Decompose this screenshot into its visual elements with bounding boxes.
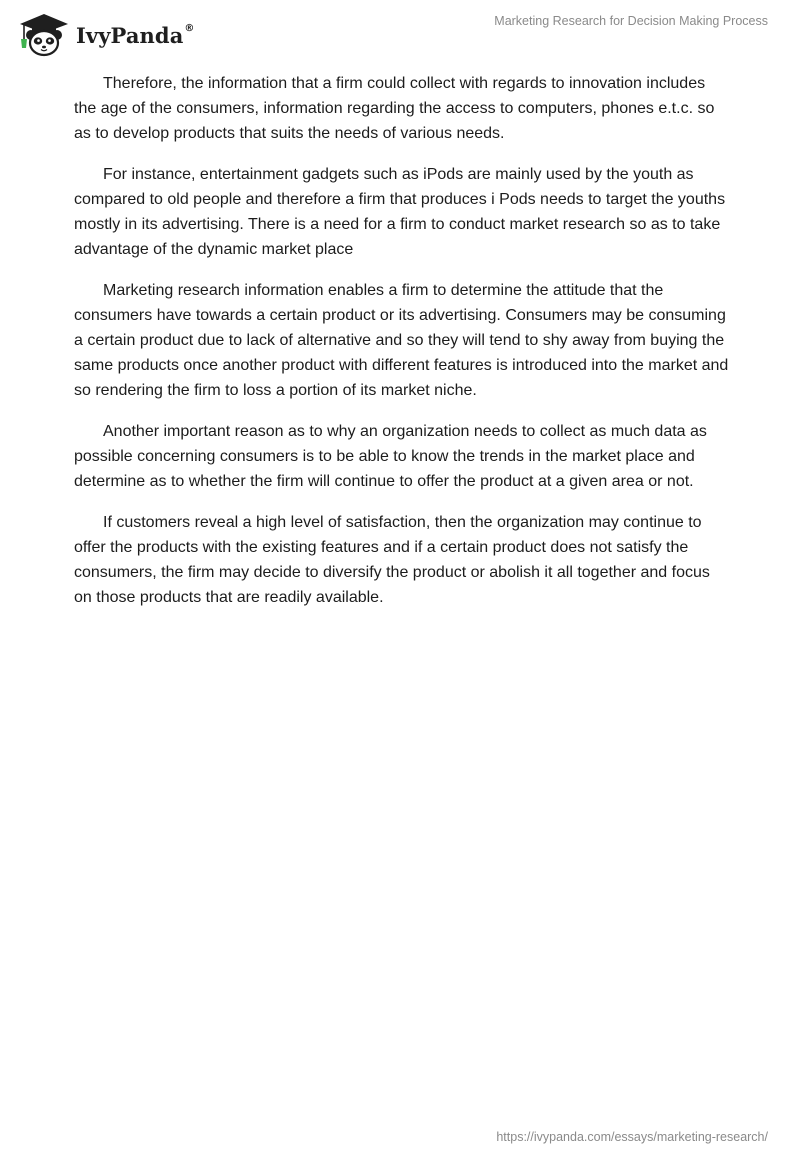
registered-mark: ® [184,22,195,34]
document-title: Marketing Research for Decision Making Process [494,14,768,28]
essay-body [74,71,730,626]
paragraph: Therefore, the information that a firm could collect with regards to innovation includes the age of the consumers, information regarding the access to computers, phones e.t.c. so as to develop products that suits the needs of various needs. [74,75,715,142]
paragraph: Another important reason as to why an organization needs to collect as much data as possible concerning consumers is to be able to know the trends in the market place and determine as to whether the firm will continue to offer the product at a given area or not. [74,423,707,490]
paragraph: Marketing research information enables a firm to determine the attitude that the consumers have towards a certain product or its advertising. Consumers may be consuming a certain product due to lack of alternative and so they will tend to shy away from buying the same products once another product with different features is introduced into the market and so rendering the firm to loss a portion of its market niche. [74,282,729,399]
paragraph: For instance, entertainment gadgets such as iPods are mainly used by the youth as compared to old people and therefore a firm that produces i Pods needs to target the youths mostly in its advertising. There is a need for a firm to conduct market research so as to take advantage of the dynamic market place [74,166,726,258]
paragraph: If customers reveal a high level of satisfaction, then the organization may continue to offer the products with the existing features and if a certain product does not satisfy the consumers, the firm may decide to diversify the product or abolish it all together and focus on those products that are readily available. [74,514,710,606]
ivypanda-logo[interactable] [14,8,195,58]
panda-graduation-cap-icon [14,8,72,58]
source-url-link[interactable]: https://ivypanda.com/essays/marketing-research/ [496,1130,768,1144]
page-header [0,0,800,64]
brand-name: IvyPanda® [76,22,195,48]
